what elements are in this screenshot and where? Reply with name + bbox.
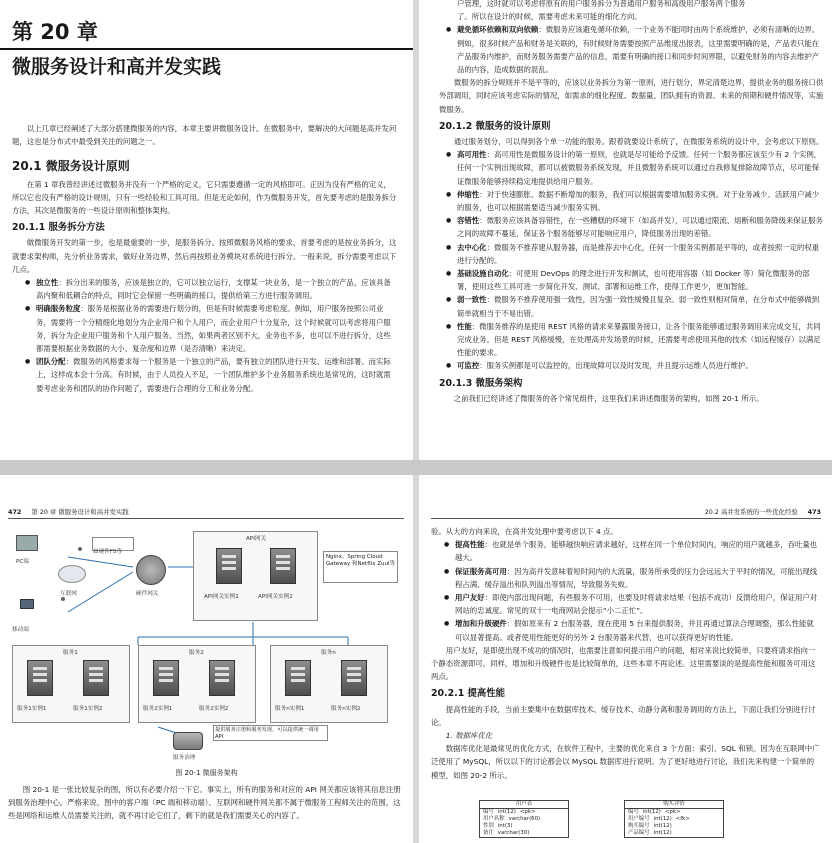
list-item: ● 避免循环依赖和双向依赖：微服务应该避免循环依赖，一个业务不能同时由两个系统维护，必须有清晰的边界。例如，很多时候产品和财务是关联的，有时候财务需要按照产品维度出报表，这里需要明确的是，产品表只能在产品服务内维护，而财务服务需要产品的信息，需要有明确的接口和同步时间界限，以避免财务的内容去维护产品的内容，造成数据的混乱。	[443, 23, 824, 76]
service-group-2: 服务2 服务2实例1 服务2实例2	[138, 645, 256, 723]
chapter-number: 第 20 章	[12, 20, 98, 44]
gateway-instance-label: API网关实例2	[258, 594, 293, 600]
gateway-tech-note: Nginx、Spring Cloud Gateway 和Netflix Zuul等	[323, 551, 398, 583]
hardware-gateway-icon	[136, 555, 166, 585]
paragraph: 用户友好，是即使出现不成功的情况时，也需要注意如何提示用户的问题，相对来说比较简单，只要将请求指向一个静态资源即可。同样，增加和升级硬件也是比较简单的，这些本章不再论述。这里需要谈的是提高性能和服务可用这两点。	[431, 645, 816, 682]
user-table-diagram: 用户表 编号 int(12) <pk> 用户名称 varchar(60) 性别 int(3) 备注 varchar(30)	[479, 800, 569, 838]
chapter-rule	[0, 48, 413, 50]
list-item: ● 伸缩性：对于快速膨胀、数据不断增加的服务，我们可以根据需要增加服务实例。对于业务减少、活跃用户减少的服务，也可以根据需要适当减少服务实例。	[443, 188, 824, 214]
subsection-paragraph: 之前我们已经讲述了微服务的各个常见组件，这里我们来讲述微服务的架构，如图 20-1 所示。	[453, 393, 764, 403]
cloud-icon	[58, 565, 86, 583]
section-paragraph: 在第 1 章我曾经讲述过微服务并没有一个严格的定义，它只需要遵循一定的风格即可。正因为没有严格的定义，所以它也没有严格的设计规则，只有一些经验和工具可用。但是无论如何，作为微服务开发，首先要考虑的是服务拆分方法，其次是微服务的一些设计原则和整体架构。	[12, 179, 397, 216]
list-item: ● 基础设施自动化：可使用 DevOps 的理念进行开发和测试，也可使用容器（如 Docker 等）简化微服务的部署，使用这些工具可进一步简化开发、测试、部署和运维工作，使得工作更少，更加智能。	[443, 267, 824, 293]
hardware-gateway-label: 硬件网关	[136, 591, 159, 597]
architecture-figure	[8, 527, 404, 761]
figure-caption: 图 20-1 微服务架构	[175, 769, 238, 777]
cdn-note: 如硬件F5等	[92, 537, 134, 551]
server-icon	[341, 660, 367, 696]
list-item: ● 容错性：微服务应该具备容错性，在一些糟糕的环境下（如高并发），可以通过限流、熔断和服务降级来保证服务之间的故障不蔓延，保证各个服务能够尽可能响应用户，降低服务出现的差错。	[443, 214, 824, 240]
server-icon	[83, 660, 109, 696]
list-item: ● 去中心化：微服务不推荐建从服务器，而是推荐去中心化，任何一个服务实例都是平等的，或者按照一定的权重进行分配的。	[443, 241, 824, 267]
list-item: ● 保证服务高可用：因为高并发意味着短时间内的大流量，服务所承受的压力会远远大于平时的情况，可能出现线程占满、缓存溢出和队列溢出等情况，导致服务失败。	[441, 565, 821, 591]
server-icon	[270, 548, 296, 584]
chapter-title: 微服务设计和高并发实践	[12, 56, 222, 78]
running-title: 第 20 章 微服务设计和高并发实践	[31, 508, 129, 516]
list-item: ● 弱一致性：微服务不推荐使用强一致性，因为强一致性缓慢且复杂。弱一致性则相对简单，在分布式中能够做到简单就相当于不易出错。	[443, 293, 824, 319]
continued-line: 了。所以在设计的时候，需要考虑未来可能的细化方向。	[457, 12, 642, 22]
registry-note: 提供服务注册和服务发现，可以提供统一调用API	[213, 725, 328, 741]
running-title: 20.2 高并发系统的一些优化经验	[704, 508, 798, 516]
subsection-heading-20-1-2: 20.1.2 微服务的设计原则	[439, 120, 551, 132]
split-rules-paragraph: 微服务的拆分规则并不是平等的，应该以业务拆分为第一原则，进行划分，界定清楚边界，提供业务的服务接口供外部调用，同时应该考虑实际的情况，如需求的细化程度、数据量、团队拥有的资源、未来的预期和硬件情况等，实施微服务。	[439, 78, 824, 114]
list-item: ● 独立性：拆分出来的服务，应该是独立的，它可以独立运行，支撑某一块业务，是一个独立的产品，应该具备高内聚和低耦合的特点，同时它会保留一些明确的接口，提供给第三方进行服务调用。	[22, 276, 397, 302]
server-icon	[285, 660, 311, 696]
api-gateway-title: API网关	[246, 536, 267, 542]
page-number: 473	[807, 508, 821, 516]
purchase-table-diagram: 购买详情 编号 int(12) <pk> 用户编号 int(12) <fk> 购买编号 int(12) 产品编号 int(12)	[624, 800, 724, 838]
gateway-instance-label: API网关实例1	[204, 594, 239, 600]
chapter-intro: 以上几章已经阐述了大部分搭建微服务的内容，本章主要讲微服务设计。在微服务中，要解决的大问题是高并发问题，这也是分布式中最受到关注的问题之一。	[12, 124, 397, 147]
subsection-paragraph: 做微服务开发的第一步，也是最重要的一步，是服务拆分。按照微服务风格的要求，首要考虑的是按业务拆分，这就要求架构师，先分析业务需求，做好业务边界，然后再按照业务模块对系统进行拆分。一般来说，拆分需要考虑以下几点。	[12, 238, 397, 274]
registry-server-icon	[173, 732, 203, 750]
pc-label: PC端	[16, 559, 29, 565]
subsection-heading-20-2-1: 20.2.1 提高性能	[431, 688, 505, 700]
list-item: ● 提高性能：也就是单个服务，能够越快响应请求越好，这样在同一个单位时间内，响应的用户就越多，吞吐量也越大。	[441, 538, 821, 564]
internet-label: 互联网	[60, 591, 77, 597]
list-item: ● 明确服务粒度：服务是根据业务的需要进行划分的，但是有时候需要考虑粒度。例如，用户服务按照公司业务，需要将一个分精细化地划分为企业用户和个人用户，而企业用户十分复杂，这个时候就可以考虑将用户服务，拆分为企业用户服务和个人用户服务。当然，如果两者区别不大，业务也不多，也可以不进行拆分，这些都需要根据业务数据的大小、复杂度和边界（是否清晰）来决定。	[22, 302, 397, 355]
db-paragraph: 数据库优化是最常见的优化方式，在软件工程中，主要的优化来自 3 个方面：索引、SQL 和锁。因为在互联网中广泛使用了 MySQL，所以以下的讨论都会以 MySQL 数据库进行说明。为了更好地进行讨论，我们先来构建一个简单的模型，如图 20-2 所示。	[431, 744, 820, 780]
api-gateway-group	[193, 531, 318, 621]
page-gutter-horizontal	[0, 460, 832, 475]
book-page-design-principles	[419, 0, 832, 460]
subsection-heading-20-1-1: 20.1.1 服务拆分方法	[12, 222, 105, 234]
service-group-1: 服务1 服务1实例1 服务1实例2	[12, 645, 130, 723]
subsection-paragraph: 通过服务划分，可以得到各个单一功能的服务。跟着就要设计系统了，在微服务系统的设计中，会考虑以下原则。	[453, 137, 824, 147]
mobile-icon	[20, 599, 34, 609]
server-icon	[27, 660, 53, 696]
figure-explanation: 图 20-1 是一张比较复杂的图，所以有必要介绍一下它。事实上，所有的服务和对应的 API 网关都应该将其信息注册到服务治理中心。严格来说，图中的客户端（PC 端和移动端）、互联网和硬件网关都不属于微服务工程师关注的范围，这些是网络和运维人员需要关注的，就不再讨论它们了，剩下的就是我们需要关心的内容了。	[8, 785, 401, 821]
list-item: ● 团队分配：微服务的风格要求每一个服务是一个独立的产品，要有独立的团队进行开发、运维和部署。而实际上，这样成本会十分高。有时候，由于人员投入不足，一个团队维护多个业务服务系统也是常见的，这时就需要考虑业务和团队的协作问题了，需要进行合理的分工和业务分配。	[22, 355, 397, 395]
server-icon	[209, 660, 235, 696]
registry-label: 服务治理	[173, 755, 196, 761]
list-item: ● 可监控：服务实例都是可以监控的，出现故障可以及时发现，并且提示运维人员进行维护。	[443, 359, 824, 372]
server-icon	[216, 548, 242, 584]
book-page-high-concurrency	[419, 475, 832, 843]
lead-line: 验。从大的方向来说，在高并发处理中要考虑以下 4 点。	[431, 527, 618, 536]
mobile-label: 移动端	[12, 627, 29, 633]
page-number: 472	[8, 508, 22, 516]
book-page-architecture-figure	[0, 475, 413, 843]
service-group-n: 服务n 服务n实例1 服务n实例2	[270, 645, 388, 723]
list-item: ● 高可用性：高可用性是微服务设计的第一原则，也就是尽可能给予反馈。任何一个服务都应该至少有 2 个实例，任何一个实例出现故障，都可以被微服务系统发现，并且微服务系统可以通过自我修复排除故障节点，尽可能保证微服务能够持续稳定地提供给用户服务。	[443, 148, 824, 188]
continued-line: 户管理，这时就可以考虑将原有的用户服务拆分为普通用户服务和高级用户服务两个服务	[457, 0, 746, 8]
list-item: ● 用户友好：即使内部出现问题，有些服务不可用，也要及时将请求结果（包括不成功）反馈给用户，保证用户对网站的忠诚度。常见的双十一电商网站会提示“小二正忙”。	[441, 591, 821, 617]
subsection-heading-20-1-3: 20.1.3 微服务架构	[439, 377, 523, 389]
book-page-chapter-start	[0, 0, 413, 460]
list-item: ● 性能：微服务推荐的是使用 REST 风格的请求来暴露服务接口，让各个服务能够通过服务调用来完成交互，共同完成业务。但是 REST 风格缓慢，在处理高并发场景的时候，还需要考虑使用其他的技术（如远程缓存）以满足性能的要求。	[443, 320, 824, 360]
running-header	[431, 503, 821, 519]
list-item: ● 增加和升级硬件：假如原来有 2 台服务器，现在使用 5 台来提供服务，并且再通过算法合理调整，那么性能就可以显著提高。或者使用性能更好的另外 2 台服务器来代替，也可以获得更好的性能。	[441, 617, 821, 643]
pc-icon	[16, 535, 38, 551]
section-heading-20-1: 20.1 微服务设计原则	[12, 159, 130, 174]
running-header	[8, 503, 404, 519]
server-icon	[153, 660, 179, 696]
sub-heading-db: 1. 数据库优化	[445, 731, 493, 741]
subsection-paragraph: 提高性能的手段，当前主要集中在数据库技术、缓存技术、动静分离和服务调用的方法上，下面让我们分别进行讨论。	[431, 704, 816, 727]
